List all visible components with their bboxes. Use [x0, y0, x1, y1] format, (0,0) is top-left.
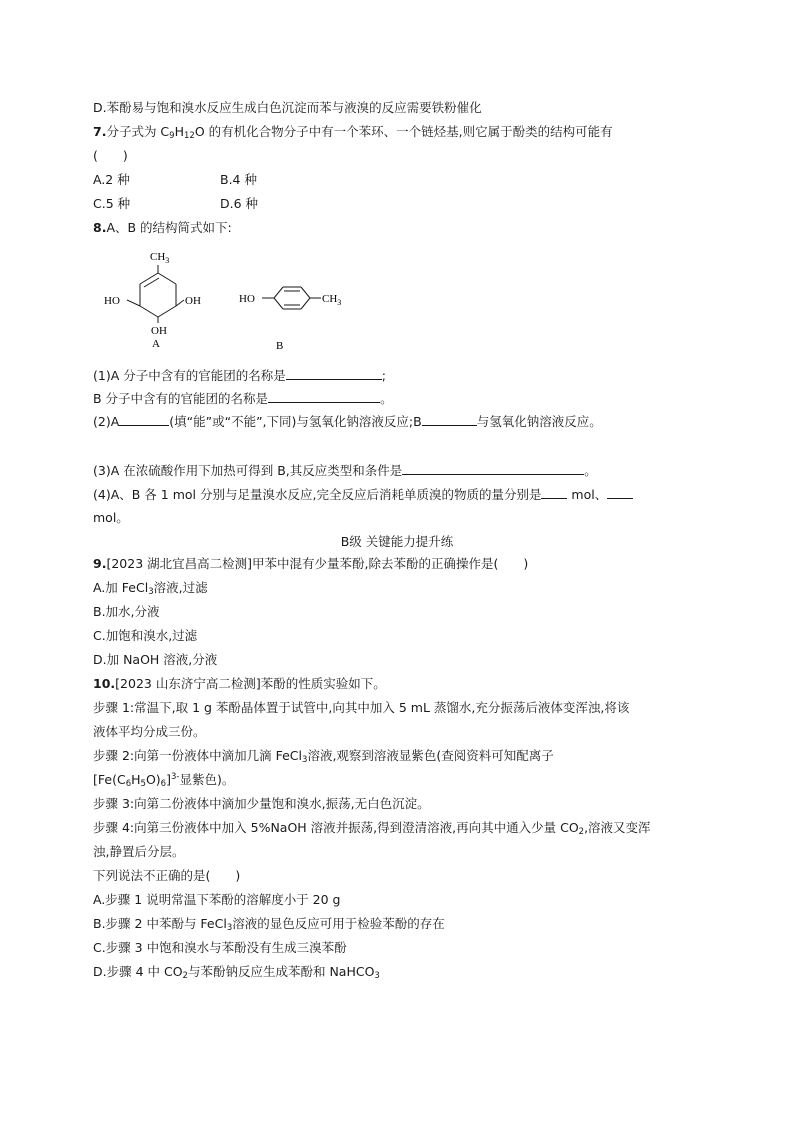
q8-blank-2a[interactable] [119, 413, 169, 426]
q7-option-d: D.6 种 [220, 196, 259, 211]
q9-stem-text: [2023 湖北宜昌高二检测]甲苯中混有少量苯酚,除去苯酚的正确操作是( ) [106, 556, 529, 571]
q8-part1-a-end: ; [381, 368, 386, 383]
q10-complex-charge: 3- [170, 772, 180, 782]
q9-option-a-post: 溶液,过滤 [153, 580, 208, 595]
q10-option-a: A.步骤 1 说明常温下苯酚的溶解度小于 20 g [93, 892, 341, 907]
q8-part4-unit: mol。 [93, 510, 129, 525]
q8-part4-a: (4)A、B 各 1 mol 分别与足量溴水反应,完全反应后消耗单质溴的物质的量分别是 [93, 487, 542, 502]
q10-step2-pre: 步骤 2:向第一份液体中滴加几滴 FeCl [93, 748, 303, 763]
molecule-b [262, 287, 321, 309]
q8-blank-4a[interactable] [541, 486, 567, 499]
q8-stem [93, 220, 232, 236]
q8-blank-1a[interactable] [286, 367, 382, 380]
molecule-a-caption: A [152, 338, 160, 350]
q8-number: 8. [93, 220, 107, 235]
q7-option-b: B.4 种 [220, 172, 257, 187]
q10-complex-e: 显紫色)。 [179, 772, 235, 787]
q10-complex-sub1: 6 [125, 779, 132, 789]
q6-option-d: D.苯酚易与饱和溴水反应生成白色沉淀而苯与液溴的反应需要铁粉催化 [93, 100, 482, 115]
q8-part3-end: 。 [584, 463, 597, 478]
q10-option-d-mid: 与苯酚钠反应生成苯酚和 NaHCO [187, 964, 375, 979]
q8-part4 [93, 486, 633, 503]
q10-option-d-pre: D.步骤 4 中 CO [93, 964, 183, 979]
q10-step4-post: ,溶液又变浑 [584, 820, 651, 835]
q10-question: 下列说法不正确的是( ) [93, 868, 241, 883]
q8-part2 [93, 413, 602, 430]
q9-stem [93, 556, 528, 572]
molecule-a-oh-right: OH [185, 295, 201, 307]
q10-step1-line2: 液体平均分成三份。 [93, 724, 206, 739]
q10-stem-text: [2023 山东济宁高二检测]苯酚的性质实验如下。 [115, 676, 386, 691]
q10-stem [93, 676, 386, 692]
molecule-a-ch3: $CH_3$ [150, 251, 170, 265]
q10-option-b-sub: 3 [226, 923, 233, 933]
molecule-b-ch3: $CH_3$ [322, 293, 342, 307]
q10-step2-line1 [93, 748, 554, 764]
q10-option-d-sub2: 3 [374, 971, 380, 981]
molecule-a-oh-bottom: OH [151, 325, 167, 337]
q7-stem-a: 分子式为 C [106, 124, 170, 139]
q10-option-d-sub: 2 [182, 971, 188, 981]
q10-step4-line1 [93, 820, 651, 836]
q10-step2-sub: 3 [302, 755, 308, 765]
molecule-b-ho: HO [239, 293, 255, 305]
q10-complex-c: O) [145, 772, 161, 787]
q10-step3: 步骤 3:向第二份液体中滴加少量饱和溴水,振荡,无白色沉淀。 [93, 796, 430, 811]
q7-sub1: 9 [169, 131, 175, 141]
molecule-a [127, 265, 184, 323]
q9-number: 9. [93, 556, 107, 571]
q10-complex-b: H [131, 772, 141, 787]
q10-number: 10. [93, 676, 116, 691]
q8-part3 [93, 462, 597, 479]
q9-option-c: C.加饱和溴水,过滤 [93, 628, 198, 643]
q8-part1-b [93, 390, 393, 407]
q7-stem-c: O 的有机化合物分子中有一个苯环、一个链烃基,则它属于酚类的结构可能有 [194, 124, 613, 139]
molecule-b-caption: B [276, 340, 284, 352]
q8-part4-b: mol、 [567, 487, 608, 502]
q10-step4-sub: 2 [578, 827, 585, 837]
q7-option-a: A.2 种 [93, 172, 130, 187]
q10-option-c: C.步骤 3 中饱和溴水与苯酚没有生成三溴苯酚 [93, 940, 347, 955]
q8-blank-3[interactable] [402, 462, 584, 475]
q10-step2-line2 [93, 772, 234, 788]
q10-complex-a: [Fe(C [93, 772, 126, 787]
q8-blank-4b[interactable] [607, 486, 633, 499]
q7-option-c: C.5 种 [93, 196, 131, 211]
q8-part1-b-end: 。 [380, 391, 393, 406]
q8-part1-a [93, 367, 386, 384]
section-b-heading: B级 关键能力提升练 [340, 534, 454, 549]
q8-part1-b-text: B 分子中含有的官能团的名称是 [93, 391, 269, 406]
q8-part1-a-text: (1)A 分子中含有的官能团的名称是 [93, 368, 286, 383]
q8-stem-text: A、B 的结构简式如下: [106, 220, 232, 235]
q10-option-b [93, 916, 445, 932]
q7-sub2: 12 [183, 131, 195, 141]
q10-complex-sub3: 6 [160, 779, 167, 789]
q10-option-b-post: 溶液的显色反应可用于检验苯酚的存在 [232, 916, 445, 931]
q9-option-a [93, 580, 208, 596]
q8-blank-2b[interactable] [422, 413, 477, 426]
q9-option-d: D.加 NaOH 溶液,分液 [93, 652, 218, 667]
molecule-a-ho-left: HO [104, 295, 120, 307]
q8-blank-1b[interactable] [268, 390, 380, 403]
q10-step4-line2: 浊,静置后分层。 [93, 844, 185, 859]
q10-step2-post: 溶液,观察到溶液显紫色(查阅资料可知配离子 [307, 748, 554, 763]
q8-part2-a: (2)A [93, 414, 120, 429]
q10-option-d [93, 964, 380, 980]
q7-answer-paren: ( ) [93, 148, 128, 163]
q8-part2-b: (填“能”或“不能”,下同)与氢氧化钠溶液反应;B [169, 414, 422, 429]
q10-option-b-pre: B.步骤 2 中苯酚与 FeCl [93, 916, 227, 931]
q8-part3-text: (3)A 在浓硫酸作用下加热可得到 B,其反应类型和条件是 [93, 463, 403, 478]
q7-number: 7. [93, 124, 107, 139]
q9-option-a-sub: 3 [148, 587, 154, 597]
q7-stem-b: H [174, 124, 184, 139]
q9-option-a-pre: A.加 FeCl [93, 580, 149, 595]
q7-stem [93, 124, 613, 140]
q8-part2-c: 与氢氧化钠溶液反应。 [476, 414, 602, 429]
q10-step1-line1: 步骤 1:常温下,取 1 g 苯酚晶体置于试管中,向其中加入 5 mL 蒸馏水,充分振荡后液体变浑浊,将该 [93, 700, 630, 715]
q10-step4-pre: 步骤 4:向第三份液体中加入 5%NaOH 溶液并振荡,得到澄清溶液,再向其中通入少量 CO [93, 820, 579, 835]
q9-option-b: B.加水,分液 [93, 604, 160, 619]
q10-complex-sub2: 5 [140, 779, 146, 789]
q10-complex-d: ] [166, 772, 171, 787]
structure-formulas [96, 243, 366, 353]
